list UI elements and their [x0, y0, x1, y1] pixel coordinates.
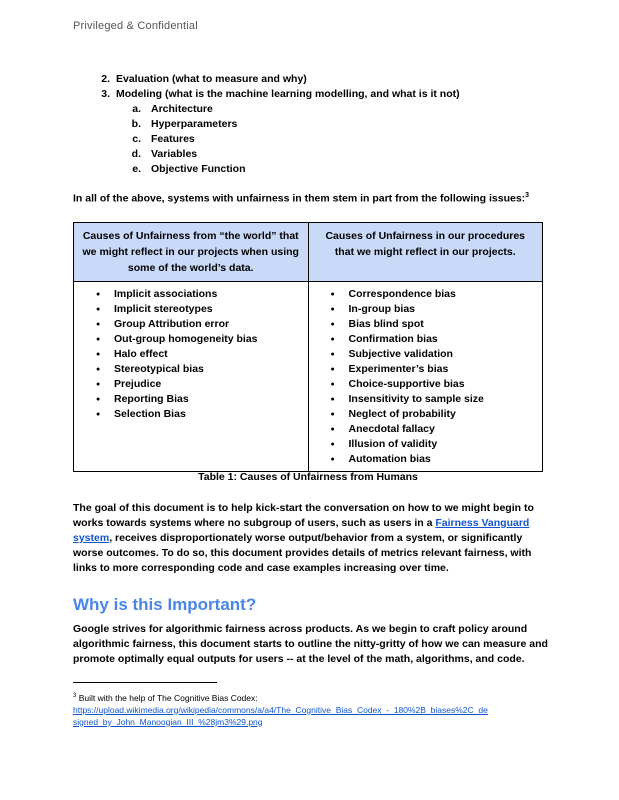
- subitem-letter: c.: [132, 133, 141, 145]
- world-causes-cell: [74, 282, 309, 472]
- footnote-number: 3: [73, 693, 77, 699]
- list-item: ● Neglect of probability: [331, 407, 533, 422]
- header-world-causes: Causes of Unfairness from “the world” that we might reflect in our projects when using some of the world’s data.: [74, 223, 309, 282]
- subitem-label: Architecture: [151, 103, 213, 115]
- list-item: ● Correspondence bias: [331, 287, 533, 302]
- causes-table: [73, 222, 543, 472]
- intro-sentence: [73, 192, 529, 205]
- subitem-label: Objective Function: [151, 163, 246, 175]
- paragraph-line: algorithmic fairness, this document starts to outline the nitty-gritty of how we can measure and: [73, 638, 548, 650]
- footnote-text: Built with the help of The Cognitive Bias Codex:: [76, 692, 258, 703]
- list-item: ● Implicit stereotypes: [96, 302, 298, 317]
- page-header: Privileged & Confidential: [73, 20, 198, 32]
- list-item: ● Automation bias: [331, 452, 533, 467]
- footnote: [73, 690, 488, 728]
- table-row: [74, 282, 543, 472]
- list-item: ● Subjective validation: [331, 347, 533, 362]
- outline-item: [73, 87, 460, 102]
- footnote-divider: [73, 682, 217, 683]
- procedure-causes-cell: [308, 282, 543, 472]
- subitem-letter: a.: [132, 103, 141, 115]
- list-item: ● Stereotypical bias: [96, 362, 298, 377]
- world-causes-list: [96, 287, 298, 422]
- outline-item-label: Evaluation (what to measure and why): [116, 73, 307, 85]
- list-item: ● Insensitivity to sample size: [331, 392, 533, 407]
- subitem-label: Features: [151, 133, 195, 145]
- subitem-label: Hyperparameters: [151, 118, 238, 130]
- list-item: ● Confirmation bias: [331, 332, 533, 347]
- outline-item-number: 2.: [101, 73, 110, 85]
- list-item: ● Reporting Bias: [96, 392, 298, 407]
- list-item: ● Halo effect: [96, 347, 298, 362]
- section-heading: Why is this Important?: [73, 595, 257, 614]
- list-item: ● Illusion of validity: [331, 437, 533, 452]
- outline-item-number: 3.: [101, 88, 110, 100]
- list-item: ● Prejudice: [96, 377, 298, 392]
- subitem-letter: b.: [131, 118, 141, 130]
- intro-text: In all of the above, systems with unfairness in them stem in part from the following issues:: [73, 192, 526, 205]
- list-item: ● Experimenter’s bias: [331, 362, 533, 377]
- paragraph-line: [73, 516, 548, 531]
- list-item: ● In-group bias: [331, 302, 533, 317]
- fairness-vanguard-link-continued[interactable]: system: [73, 532, 110, 544]
- list-item: ● Selection Bias: [96, 407, 298, 422]
- paragraph-line: links to more corresponding code and case examples increasing over time.: [73, 562, 449, 574]
- paragraph-text: works towards systems where no subgroup of users, such as users in a: [73, 517, 436, 529]
- outline-sublist: [73, 102, 460, 177]
- list-item: ● Choice-supportive bias: [331, 377, 533, 392]
- footnote-line: [73, 690, 488, 704]
- paragraph-line: [73, 531, 548, 546]
- paragraph-line: The goal of this document is to help kick-start the conversation on how to we might begin to: [73, 502, 534, 514]
- footnote-url-link[interactable]: https://upload.wikimedia.org/wikipedia/commons/a/a4/The_Cognitive_Bias_Codex_-_180%2B_biases%2C_de: [73, 704, 488, 715]
- outline-item-label: Modeling (what is the machine learning modelling, and what is it not): [116, 88, 460, 100]
- outline-subitem: [73, 162, 460, 177]
- paragraph-line: worse outcomes. To do so, this document provides details of metrics relevant fairness, with: [73, 547, 532, 559]
- fairness-vanguard-link[interactable]: Fairness Vanguard: [435, 517, 530, 529]
- paragraph-text: , receives disproportionately worse output/behavior from a system, or significantly: [109, 532, 523, 544]
- list-item: ● Out-group homogeneity bias: [96, 332, 298, 347]
- footnote-ref[interactable]: 3: [525, 192, 530, 199]
- list-item: ● Implicit associations: [96, 287, 298, 302]
- outline-subitem: [73, 147, 460, 162]
- importance-paragraph: [73, 622, 548, 667]
- table-caption: Table 1: Causes of Unfairness from Humans: [198, 471, 418, 483]
- outline-item: [73, 72, 460, 87]
- table-header-row: [74, 223, 543, 282]
- footnote-url-link-continued[interactable]: signed_by_John_Manoogian_III_%28jm3%29.png: [73, 716, 263, 727]
- list-item: ● Bias blind spot: [331, 317, 533, 332]
- header-procedure-causes: Causes of Unfairness in our procedures that we might reflect in our projects.: [308, 223, 543, 282]
- outline-subitem: [73, 117, 460, 132]
- outline-list: [73, 72, 460, 177]
- list-item: ● Anecdotal fallacy: [331, 422, 533, 437]
- list-item: ● Group Attribution error: [96, 317, 298, 332]
- outline-subitem: [73, 132, 460, 147]
- paragraph-line: Google strives for algorithmic fairness across products. As we begin to craft policy around: [73, 623, 528, 635]
- subitem-letter: d.: [131, 148, 141, 160]
- outline-subitem: [73, 102, 460, 117]
- paragraph-line: promote optimally equal outputs for users -- at the level of the math, algorithms, and code.: [73, 653, 525, 665]
- goal-paragraph: [73, 501, 548, 576]
- subitem-letter: e.: [132, 163, 141, 175]
- procedure-causes-list: [331, 287, 533, 467]
- subitem-label: Variables: [151, 148, 198, 160]
